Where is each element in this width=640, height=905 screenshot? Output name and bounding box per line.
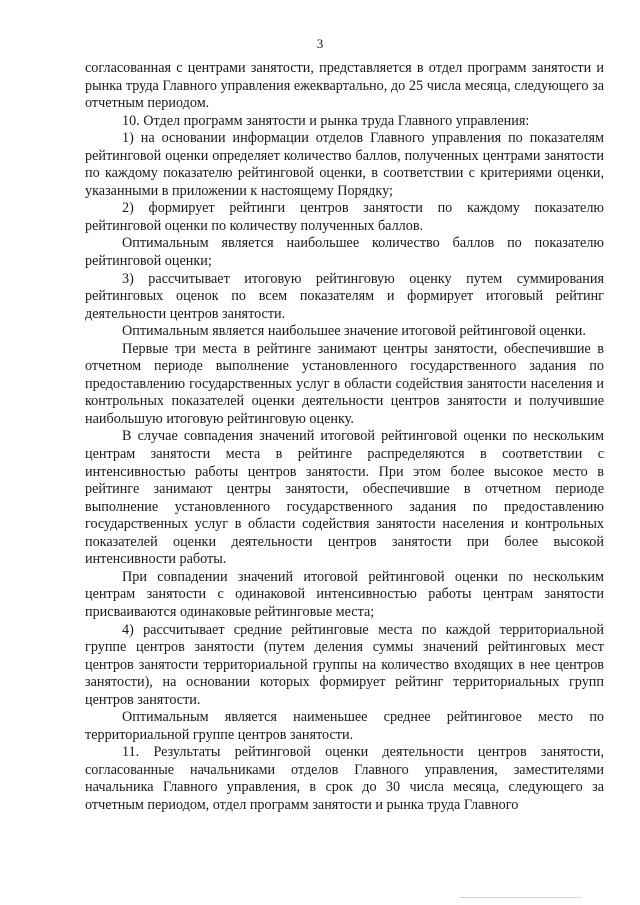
- paragraph: 10. Отдел программ занятости и рынка труда Главного управления:: [122, 112, 530, 129]
- paragraph: 11. Результаты рейтинговой оценки деятельности центров занятости, согласованные начальниками отделов Главного управления, заместителями начальника Главного управления, в срок до 30 числа месяца, следующего за отчетным периодом, отдел программ занятости и рынка труда Главного: [85, 744, 604, 813]
- paragraph: 4) рассчитывает средние рейтинговые места по каждой территориальной группе центров занятости (путем деления суммы значений рейтинговых мест центров занятости территориальной группы на количество входящих в нее центров занятости), на основании которых формирует рейтинг территориальных групп центров занятости.: [85, 621, 604, 708]
- paragraph: Оптимальным является наибольшее значение итоговой рейтинговой оценки.: [122, 323, 586, 340]
- paragraph: согласованная с центрами занятости, представляется в отдел программ занятости и рынка труда Главного управления ежеквартально, до 25 числа месяца, следующего за отчетным периодом.: [85, 60, 604, 112]
- paragraph: 2) формирует рейтинги центров занятости по каждому показателю рейтинговой оценки по количеству полученных баллов.: [85, 200, 604, 234]
- paragraph: При совпадении значений итоговой рейтинговой оценки по нескольким центрам занятости с одинаковой интенсивностью работы центрам занятости присваиваются одинаковые рейтинговые места;: [85, 568, 604, 620]
- paragraph: Первые три места в рейтинге занимают центры занятости, обеспечившие в отчетном периоде выполнение установленного государственного задания по предоставлению государственных услуг в области содействия занятости населения и контрольных показателей оценки деятельности центров занятости и получившие наибольшую итоговую рейтинговую оценку.: [85, 340, 604, 427]
- page-number: 3: [316, 36, 324, 51]
- paragraph: 1) на основании информации отделов Главного управления по показателям рейтинговой оценки определяет количество баллов, полученных центрами занятости по каждому показателю рейтинговой оценки, в соответствии с критериями оценки, указанными в приложении к настоящему Порядку;: [85, 130, 604, 199]
- paragraph: В случае совпадения значений итоговой рейтинговой оценки по нескольким центрам занятости места в рейтинге распределяются в соответствии с интенсивностью работы центров занятости. При этом более высокое место в рейтинге занимают центры занятости, обеспечившие в отчетном периоде выполнение установленного государственного задания по предоставлению государственных услуг в области содействия занятости населения и контрольных показателей оценки деятельности центров занятости при более высокой интенсивности работы.: [85, 428, 604, 568]
- paragraph: 3) рассчитывает итоговую рейтинговую оценку путем суммирования рейтинговых оценок по всем показателям и формирует итоговый рейтинг деятельности центров занятости.: [85, 270, 604, 322]
- document-body: [85, 60, 604, 815]
- scan-edge-mark: [460, 897, 580, 899]
- paragraph: Оптимальным является наименьшее среднее рейтинговое место по территориальной группе центров занятости.: [85, 709, 604, 743]
- paragraph: Оптимальным является наибольшее количество баллов по показателю рейтинговой оценки;: [85, 235, 604, 270]
